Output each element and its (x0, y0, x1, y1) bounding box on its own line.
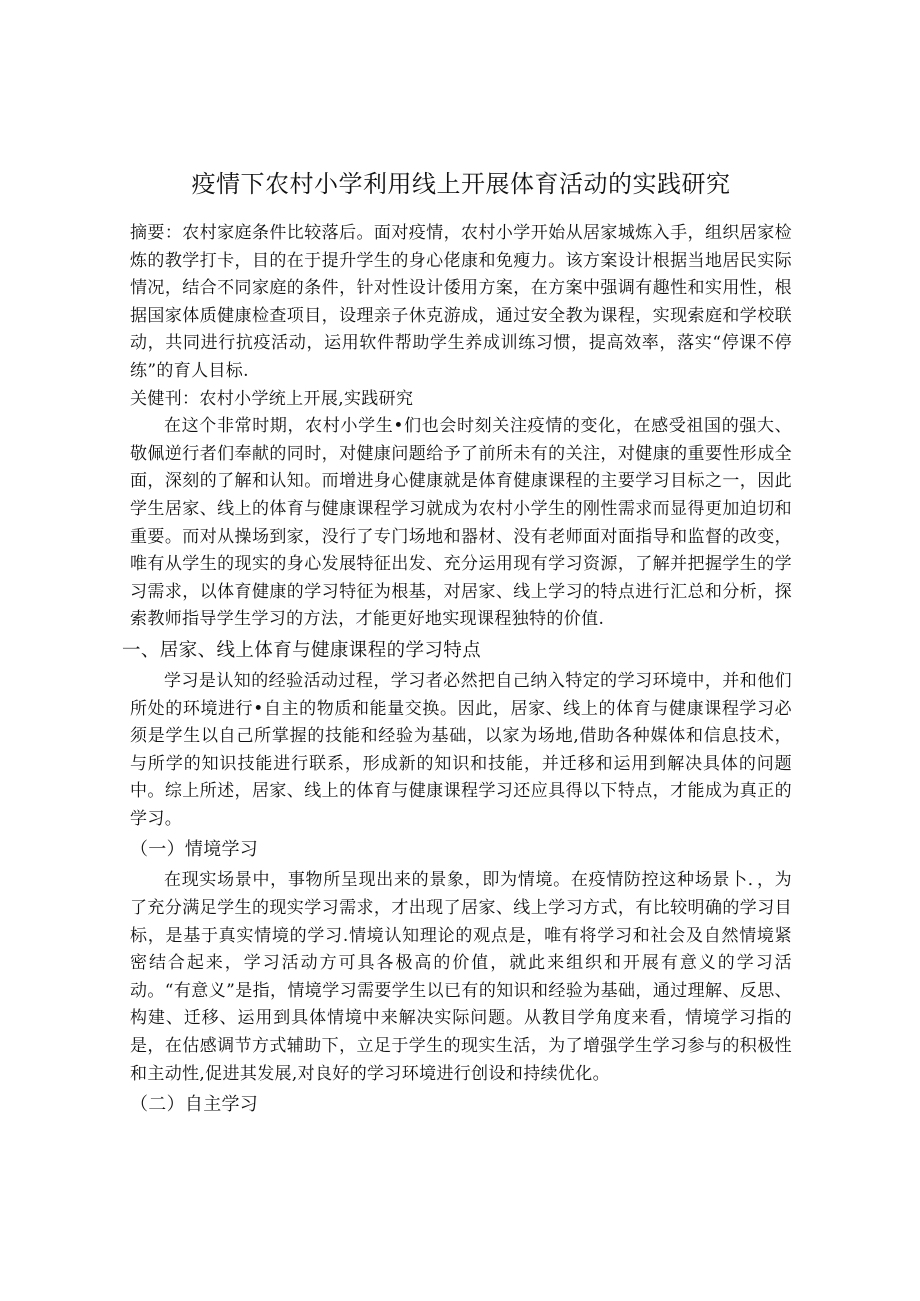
abstract-paragraph: 摘要：农村家庭条件比较落后。面对疫情，农村小学开始从居家城炼入手，组织居家检炼的教学打卡，目的在于提升学生的身心佬康和免瘦力。该方案设计根据当地居民实际情况，结合不同家庭的条件，针对性设计倭用方案，在方案中强调有趣性和实用性，根据国家体质健康检查项目，设理亲子休克游成，通过安全教为课程，实现索庭和学校联动，共同进行抗疫活动，运用软件帮助学生养成训练习惯，提高效率，落实“停课不停练”的育人目标. (130, 223, 792, 381)
subsection-heading-2: （二）自主学习 (130, 1094, 259, 1116)
section-1-paragraph: 学习是认知的经验活动过程，学习者必然把自己纳入特定的学习环境中，并和他们所处的环境进行•自主的物质和能量交换。因此，居家、线上的体育与健康课程学习必须是学生以自己所掌握的技能和经验为基础，以家为场地,借助各种媒体和信息技术，与所学的知识技能进行联系，形成新的知识和技能，并迁移和运用到解决具体的问题中。综上所述，居家、线上的体育与健康课程学习还应具得以下特点，才能成为真正的学习。 (130, 670, 792, 829)
subsection-heading-1: （一）情境学习 (130, 839, 259, 861)
subsection-1-paragraph: 在现实场景中，事物所呈现出来的景象，即为情境。在疫情防控这种场景卜．，为了充分满足学生的现实学习需求，才出现了居家、线上学习方式，有比较明确的学习目标，是基于真实情境的学习.情境认知理论的观点是，唯有将学习和社会及自然情境紧密结合起来，学习活动方可具各极高的价值，就此来组织和开展有意义的学习活动。“有意义”是指，情境学习需要学生以已有的知识和经验为基础，通过理解、反思、构建、迁移、运用到具体情境中来解决实际问题。从教目学角度来看，情境学习指的是，在估感调节方式辅助下，立足于学生的现实生活，为了增强学生学习参与的积极性和主动性,促进其发展,对良好的学习环境进行创设和持续优化。 (130, 870, 792, 1084)
intro-paragraph: 在这个非常时期，农村小学生•们也会时刻关注疫情的变化，在感受祖国的强大、敬佩逆行者们奉献的同时，对健康问题给予了前所未有的关注，对健康的重要性形成全面，深刻的了解和认知。而增进身心健康就是体育健康课程的主要学习目标之一，因此学生居家、线上的体育与健康课程学习就成为农村小学生的刚性需求而显得更加迫切和重要。而对从操场到家，没行了专门场地和器材、没有老师面对面指导和监督的改变，唯有从学生的现实的身心发展特征出发、充分运用现有学习资源，了解并把握学生的学习需求，以体育健康的学习特征为根基，对居家、线上学习的特点进行汇总和分析，探索教师指导学生学习的方法，才能更好地实现课程独特的价值. (130, 416, 792, 630)
section-heading-1: 一、居家、线上体育与健康课程的学习特点 (122, 639, 482, 661)
document-title: 疫情下农村小学利用线上开展体育活动的实践研究 (191, 170, 731, 198)
keywords-line: 关健刊：农村小学统上开展,实践研究 (130, 388, 414, 409)
